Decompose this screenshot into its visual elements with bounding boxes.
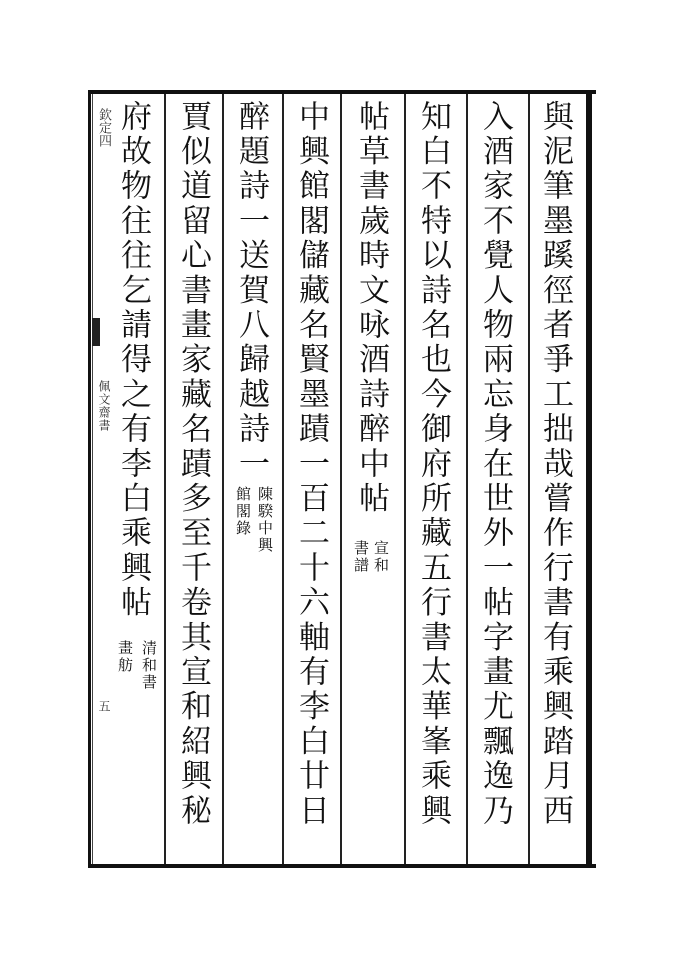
column-rule [340, 94, 342, 864]
gutter-page-number: 五 [97, 700, 111, 712]
column-rule [222, 94, 224, 864]
source-note-right: 陳騤中興 [256, 486, 274, 554]
column-rule [164, 94, 166, 864]
text-column-1: 與泥筆墨蹊徑者爭工拙哉嘗作行書有乘興踏月西 [537, 100, 573, 829]
gutter-line [92, 94, 93, 864]
gutter-title: 佩文齋書 [97, 380, 111, 432]
source-note-right: 宣和 [372, 540, 390, 574]
column-rule [528, 94, 530, 864]
source-note-right: 清和書 [140, 640, 158, 691]
gutter-top-text: 欽定四 [96, 108, 111, 147]
text-column-7: 賈似道留心書畫家藏名蹟多至千卷其宣和紹興秘 [175, 100, 211, 829]
text-column-4: 帖草書歲時文咏酒詩醉中帖 [353, 100, 389, 517]
frame-right-border [586, 90, 592, 868]
column-rule [282, 94, 284, 864]
gutter-fishtail-mark [92, 318, 100, 346]
frame-bottom-border [88, 864, 596, 868]
text-column-5: 中興館閣儲藏名賢墨蹟一百二十六軸有李白廿日 [293, 100, 329, 829]
text-column-2: 入酒家不覺人物兩忘身在世外一帖字畫尤飄逸乃 [477, 100, 513, 829]
frame-left-border [88, 90, 91, 868]
column-rule [404, 94, 406, 864]
column-rule [466, 94, 468, 864]
source-note-left: 館閣錄 [234, 486, 252, 537]
text-column-6: 醉題詩一送賀八歸越詩一 [233, 100, 269, 482]
text-column-3: 知白不特以詩名也今御府所藏五行書太華峯乘興 [415, 100, 451, 829]
source-note-left: 畫舫 [116, 640, 134, 674]
source-note-left: 書譜 [352, 540, 370, 574]
text-column-8: 府故物往往乞請得之有李白乘興帖 [115, 100, 151, 621]
